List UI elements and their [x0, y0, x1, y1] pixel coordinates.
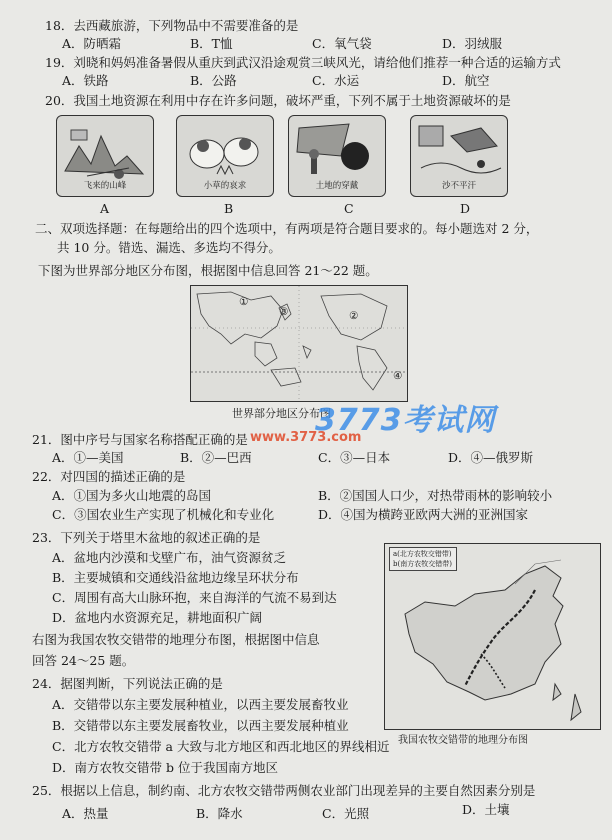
q21-option-c: C．③—日本 — [318, 450, 391, 465]
q23-option-a: A．盆地内沙漠和戈壁广布，油气资源贫乏 — [52, 550, 287, 565]
caption-a: 飞来的山峰 — [83, 181, 127, 191]
caption-c: 土地的穿戴 — [315, 181, 359, 191]
q20-stem: 20．我国土地资源在利用中存在许多问题，破坏严重，下列不属于土地资源破坏的是 — [45, 93, 511, 108]
section2-heading-line2: 共 10 分。错选、漏选、多选均不得分。 — [57, 240, 281, 255]
cartoon-land-clothing — [288, 115, 386, 197]
q24-stem: 24．据图判断，下列说法正确的是 — [32, 676, 223, 691]
q22-option-b: B．②国国人口少，对热带雨林的影响较小 — [318, 488, 553, 503]
q18-option-b: B．T恤 — [190, 36, 233, 51]
q25-stem: 25．根据以上信息，制约南、北方农牧交错带两侧农业部门出现差异的主要自然因素分别是 — [32, 783, 536, 798]
caption-d: 沙不平汗 — [441, 181, 476, 191]
marker-4: ④ — [393, 370, 403, 382]
china-map-caption: 我国农牧交错带的地理分布图 — [398, 735, 528, 746]
q18-option-c: C．氧气袋 — [312, 36, 372, 51]
q19-option-b: B．公路 — [190, 73, 237, 88]
marker-2: ② — [349, 310, 359, 322]
q22-option-a: A．①国为多火山地震的岛国 — [52, 488, 212, 503]
china-map-legend — [389, 547, 457, 571]
section2-intro: 下图为世界部分地区分布图，根据图中信息回答 21～22 题。 — [38, 263, 378, 278]
q18-stem: 18．去西藏旅游，下列物品中不需要准备的是 — [45, 18, 299, 33]
q23-option-b: B．主要城镇和交通线沿盆地边缘呈环状分布 — [52, 570, 299, 585]
q23-option-c: C．周围有高大山脉环抱，来自海洋的气流不易到达 — [52, 590, 337, 605]
q24-option-a: A．交错带以东主要发展种植业，以西主要发展畜牧业 — [52, 697, 349, 712]
caption-b: 小草的哀求 — [203, 181, 247, 191]
cartoon-desertification — [410, 115, 508, 197]
cartoon-grass-plea — [176, 115, 274, 197]
world-map — [190, 285, 408, 402]
q24-option-d: D．南方农牧交错带 b 位于我国南方地区 — [52, 760, 278, 775]
q19-option-c: C．水运 — [312, 73, 360, 88]
watermark-url: www.3773.com — [250, 430, 362, 445]
q24-option-b: B．交错带以东主要发展畜牧业，以西主要发展种植业 — [52, 718, 349, 733]
q18-option-d: D．羽绒服 — [442, 36, 503, 51]
legend-b: b(南方农牧交错带) — [393, 560, 452, 568]
q19-option-d: D．航空 — [442, 73, 490, 88]
q21-option-a: A．①—美国 — [52, 450, 124, 465]
q21-option-d: D．④—俄罗斯 — [448, 450, 534, 465]
legend-a: a(北方农牧交错带) — [393, 550, 452, 558]
q20-letter-d: D — [460, 201, 471, 216]
cartoon-flying-mountain — [56, 115, 154, 197]
q23-stem: 23．下列关于塔里木盆地的叙述正确的是 — [32, 530, 261, 545]
world-map-caption: 世界部分地区分布图 — [232, 407, 331, 420]
q22-option-d: D．④国为横跨亚欧两大洲的亚洲国家 — [318, 507, 529, 522]
marker-3: ③ — [279, 306, 289, 318]
q22-stem: 22．对四国的描述正确的是 — [32, 469, 186, 484]
china-map — [384, 543, 601, 730]
q25-option-b: B．降水 — [196, 806, 243, 821]
q23-option-d: D．盆地内水资源充足，耕地面积广阔 — [52, 610, 263, 625]
q24-option-c: C．北方农牧交错带 a 大致与北方地区和西北地区的界线相近 — [52, 739, 390, 754]
q25-option-d: D．土壤 — [462, 802, 510, 817]
q21-option-b: B．②—巴西 — [180, 450, 252, 465]
marker-1: ① — [239, 296, 249, 308]
section2-heading-line1: 二、双项选择题：在每题给出的四个选项中，有两项是符合题目要求的。每小题选对 2 分， — [35, 221, 539, 236]
q22-option-c: C．③国农业生产实现了机械化和专业化 — [52, 507, 275, 522]
intro2-line2: 回答 24～25 题。 — [32, 653, 135, 668]
q19-stem: 19．刘晓和妈妈准备暑假从重庆到武汉沿途观赏三峡风光，请给他们推荐一种合适的运输方式 — [45, 55, 561, 70]
q25-option-c: C．光照 — [322, 806, 370, 821]
q20-letter-b: B — [224, 201, 234, 216]
q25-option-a: A．热量 — [62, 806, 109, 821]
q20-letter-a: A — [100, 201, 110, 216]
q20-letter-c: C — [344, 201, 354, 216]
q21-stem: 21．图中序号与国家名称搭配正确的是 — [32, 432, 248, 447]
q18-option-a: A．防晒霜 — [62, 36, 122, 51]
watermark-brand: 3773考试网 — [315, 403, 496, 438]
q19-option-a: A．铁路 — [62, 73, 109, 88]
intro2-line1: 右图为我国农牧交错带的地理分布图，根据图中信息 — [32, 632, 320, 647]
